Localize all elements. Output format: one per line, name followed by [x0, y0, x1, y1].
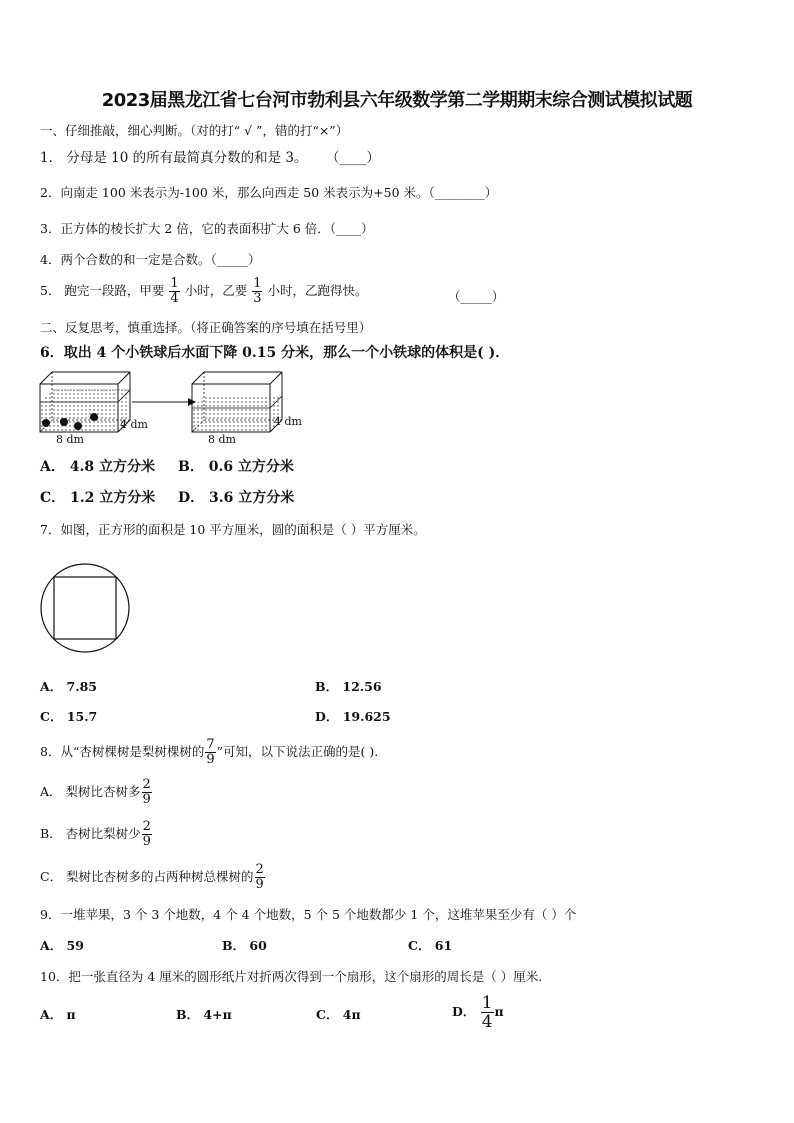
question-8-option-c-text: C． 梨树比杏树多的占两种树总棵树的	[40, 869, 254, 884]
question-2	[40, 183, 497, 201]
question-8	[40, 735, 378, 769]
question-4-text: 4．两个合数的和一定是合数。	[40, 252, 211, 267]
question-8-post: ”可知，以下说法正确的是( ).	[216, 744, 379, 759]
question-7-option-b[interactable]: B． 12.56	[315, 679, 382, 694]
question-4	[40, 250, 260, 268]
question-10-option-b[interactable]: B． 4+π	[176, 1007, 232, 1022]
tank-before	[40, 372, 130, 432]
question-8-option-c[interactable]	[40, 860, 266, 894]
question-5-mid: 小时，乙要	[184, 283, 248, 298]
question-4-blank[interactable]: （_____）	[210, 252, 261, 267]
question-9-option-b[interactable]: B． 60	[222, 938, 267, 953]
circle-square-diagram	[38, 560, 134, 656]
question-6-option-a[interactable]: A． 4.8 立方分米	[40, 459, 155, 475]
section-1-heading: 一、仔细推敲，细心判断。（对的打“ √ ”，错的打“×”）	[40, 123, 349, 138]
question-2-text: 2．向南走 100 米表示为-100 米，那么向西走 50 米表示为+50 米。	[40, 185, 429, 200]
question-7-option-a[interactable]: A． 7.85	[40, 679, 97, 694]
question-1-blank[interactable]: （____）	[325, 150, 380, 166]
fraction-one-quarter-large: $\frac{1}{4}$	[481, 993, 493, 1032]
fraction-two-ninths: $\frac{2}{9}$	[142, 777, 151, 807]
question-10-option-d[interactable]	[452, 992, 504, 1032]
question-10-option-a[interactable]: A． π	[40, 1007, 76, 1022]
question-9-text: 9．一堆苹果，3 个 3 个地数，4 个 4 个地数，5 个 5 个地数都少 1 个，这堆苹果至少有（ ）个	[40, 907, 577, 922]
tank-after-height-label: 4 dm	[274, 415, 302, 428]
fraction-one-quarter: $\frac{1}{4}$	[170, 276, 179, 306]
question-10-text: 10．把一张直径为 4 厘米的圆形纸片对折两次得到一个扇形，这个扇形的周长是（ ）厘米.	[40, 969, 543, 984]
question-6-option-c[interactable]: C． 1.2 立方分米	[40, 490, 156, 506]
tank-after-length-label: 8 dm	[208, 433, 236, 446]
question-9-option-c[interactable]: C． 61	[408, 938, 453, 953]
question-9-option-a[interactable]: A． 59	[40, 938, 84, 953]
question-7-text: 7．如图，正方形的面积是 10 平方厘米，圆的面积是（ ）平方厘米。	[40, 522, 426, 537]
fraction-seven-ninths: $\frac{7}{9}$	[206, 737, 215, 767]
question-1	[40, 146, 380, 166]
fraction-two-ninths: $\frac{2}{9}$	[255, 862, 264, 892]
fraction-one-third: $\frac{1}{3}$	[253, 276, 262, 306]
square-shape	[54, 577, 116, 639]
question-7-option-d[interactable]: D． 19.625	[315, 709, 391, 724]
question-2-blank[interactable]: （________）	[428, 185, 498, 200]
question-6-text: 6．取出 4 个小铁球后水面下降 0.15 分米，那么一个小铁球的体积是( )．	[40, 345, 510, 361]
question-6-option-b[interactable]: B． 0.6 立方分米	[178, 459, 294, 475]
question-8-option-a[interactable]	[40, 775, 153, 809]
fraction-two-ninths: $\frac{2}{9}$	[142, 819, 151, 849]
question-1-text: 1． 分母是 10 的所有最简真分数的和是 3。	[40, 150, 308, 166]
tank-after	[192, 372, 282, 432]
question-8-option-a-text: A． 梨树比杏树多	[40, 784, 141, 799]
tank-before-length-label: 8 dm	[56, 433, 84, 446]
question-7-option-c[interactable]: C． 15.7	[40, 709, 98, 724]
question-5-post: 小时，乙跑得快。	[267, 283, 368, 298]
question-8-pre: 8．从“杏树棵树是梨树棵树的	[40, 744, 205, 759]
question-10-option-c[interactable]: C． 4π	[316, 1007, 361, 1022]
page-title: 2023届黑龙江省七台河市勃利县六年级数学第二学期期末综合测试模拟试题	[101, 90, 693, 111]
question-8-option-b-text: B． 杏树比梨树少	[40, 826, 141, 841]
question-5-blank[interactable]: （_____）	[448, 289, 505, 304]
question-5	[40, 276, 367, 306]
tank-before-height-label: 4 dm	[120, 418, 148, 431]
question-3	[40, 219, 374, 237]
question-3-text: 3．正方体的棱长扩大 2 倍，它的表面积扩大 6 倍．	[40, 221, 330, 236]
tank-diagram	[36, 368, 326, 448]
question-8-option-b[interactable]	[40, 817, 153, 851]
question-3-blank[interactable]: （____）	[329, 221, 374, 236]
pi-symbol: π	[494, 1004, 504, 1019]
section-2-heading: 二、反复思考，慎重选择。（将正确答案的序号填在括号里）	[40, 320, 372, 335]
question-10-option-d-label: D．	[452, 1004, 476, 1019]
question-5-pre: 5． 跑完一段路，甲要	[40, 283, 165, 298]
question-6-option-d[interactable]: D． 3.6 立方分米	[178, 490, 295, 506]
